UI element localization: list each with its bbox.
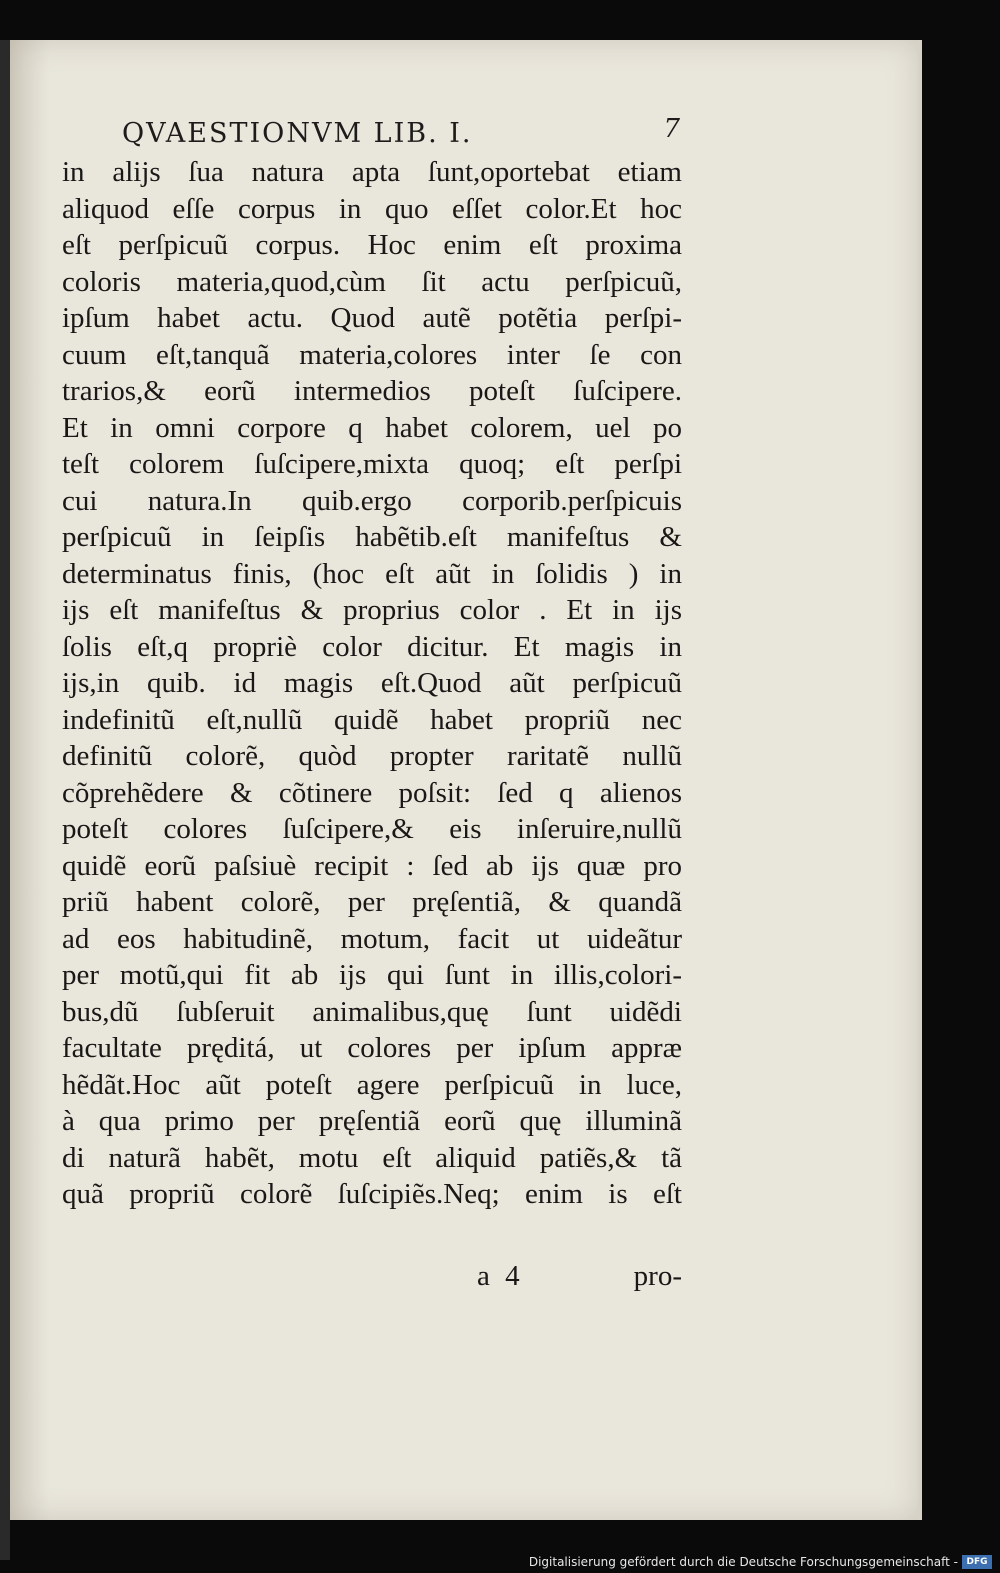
text-line: teſt colorem ſuſcipere,mixta quoq; eſt perſpi bbox=[62, 448, 682, 480]
text-line: perſpicuũ in ſeipſis habẽtib.eſt manifeſtus & bbox=[62, 521, 682, 553]
text-line: hẽdãt.Hoc aũt poteſt agere perſpicuũ in luce, bbox=[62, 1068, 682, 1101]
text-line: quã propriũ colorẽ ſuſcipiẽs.Neq; enim is eſt bbox=[62, 1178, 682, 1210]
text-line: cuum eſt,tanquã materia,colores inter ſe con bbox=[62, 338, 682, 371]
catchword: pro- bbox=[633, 1260, 682, 1292]
text-line: ad eos habitudinẽ, motum, facit ut uideãtur bbox=[62, 922, 682, 955]
text-line: in alijs ſua natura apta ſunt,oportebat etiam bbox=[62, 156, 682, 188]
signature-mark: a 4 bbox=[477, 1260, 520, 1292]
text-line: determinatus finis, (hoc eſt aũt in ſolidis ) in bbox=[62, 557, 682, 590]
digitization-credit: Digitalisierung gefördert durch die Deutsche Forschungsgemeinschaft - bbox=[528, 1555, 958, 1569]
text-line: bus,dũ ſubſeruit animalibus,quę ſunt uidẽdi bbox=[62, 995, 682, 1028]
text-line: ijs eſt manifeſtus & proprius color . Et in ijs bbox=[62, 594, 682, 626]
text-line: cõprehẽdere & cõtinere poſsit: ſed q alienos bbox=[62, 776, 682, 809]
text-line: facultate pręditá, ut colores per ipſum appræ bbox=[62, 1032, 682, 1064]
page-footer bbox=[122, 1260, 682, 1300]
text-line: coloris materia,quod,cùm ſit actu perſpicuũ, bbox=[62, 265, 682, 298]
book-page bbox=[10, 40, 922, 1520]
text-line: quidẽ eorũ paſsiuè recipit : ſed ab ijs quæ pro bbox=[62, 849, 682, 882]
text-line: ijs,in quib. id magis eſt.Quod aũt perſpicuũ bbox=[62, 667, 682, 699]
running-head bbox=[122, 112, 682, 152]
text-line: ſolis eſt,q propriè color dicitur. Et magis in bbox=[62, 630, 682, 663]
text-line: aliquod eſſe corpus in quo eſſet color.Et hoc bbox=[62, 192, 682, 225]
gutter-shadow bbox=[10, 40, 50, 1520]
text-line: di naturã habẽt, motu eſt aliquid patiẽs,& tã bbox=[62, 1141, 682, 1174]
text-line: per motũ,qui fit ab ijs qui ſunt in illis,colori- bbox=[62, 959, 682, 991]
scan-border bbox=[0, 40, 10, 1560]
body-text bbox=[62, 154, 682, 1213]
text-line: indefinitũ eſt,nullũ quidẽ habet propriũ nec bbox=[62, 703, 682, 736]
text-line: definitũ colorẽ, quòd propter raritatẽ nullũ bbox=[62, 740, 682, 772]
running-title: QVAESTIONVM LIB. I. bbox=[122, 118, 473, 149]
text-line: cui natura.In quib.ergo corporib.perſpicuis bbox=[62, 484, 682, 517]
dfg-logo: DFG bbox=[962, 1555, 992, 1569]
text-line: trarios,& eorũ intermedios poteſt ſuſcipere. bbox=[62, 375, 682, 407]
text-line: poteſt colores ſuſcipere,& eis inſeruire,nullũ bbox=[62, 813, 682, 845]
text-line: priũ habent colorẽ, per pręſentiã, & quandã bbox=[62, 886, 682, 918]
text-line: ipſum habet actu. Quod autẽ potẽtia perſpi- bbox=[62, 302, 682, 334]
text-line: Et in omni corpore q habet colorem, uel po bbox=[62, 411, 682, 444]
text-line: eſt perſpicuũ corpus. Hoc enim eſt proxima bbox=[62, 229, 682, 261]
folio-number: 7 bbox=[663, 114, 682, 144]
text-line: à qua primo per pręſentiã eorũ quę illuminã bbox=[62, 1105, 682, 1137]
